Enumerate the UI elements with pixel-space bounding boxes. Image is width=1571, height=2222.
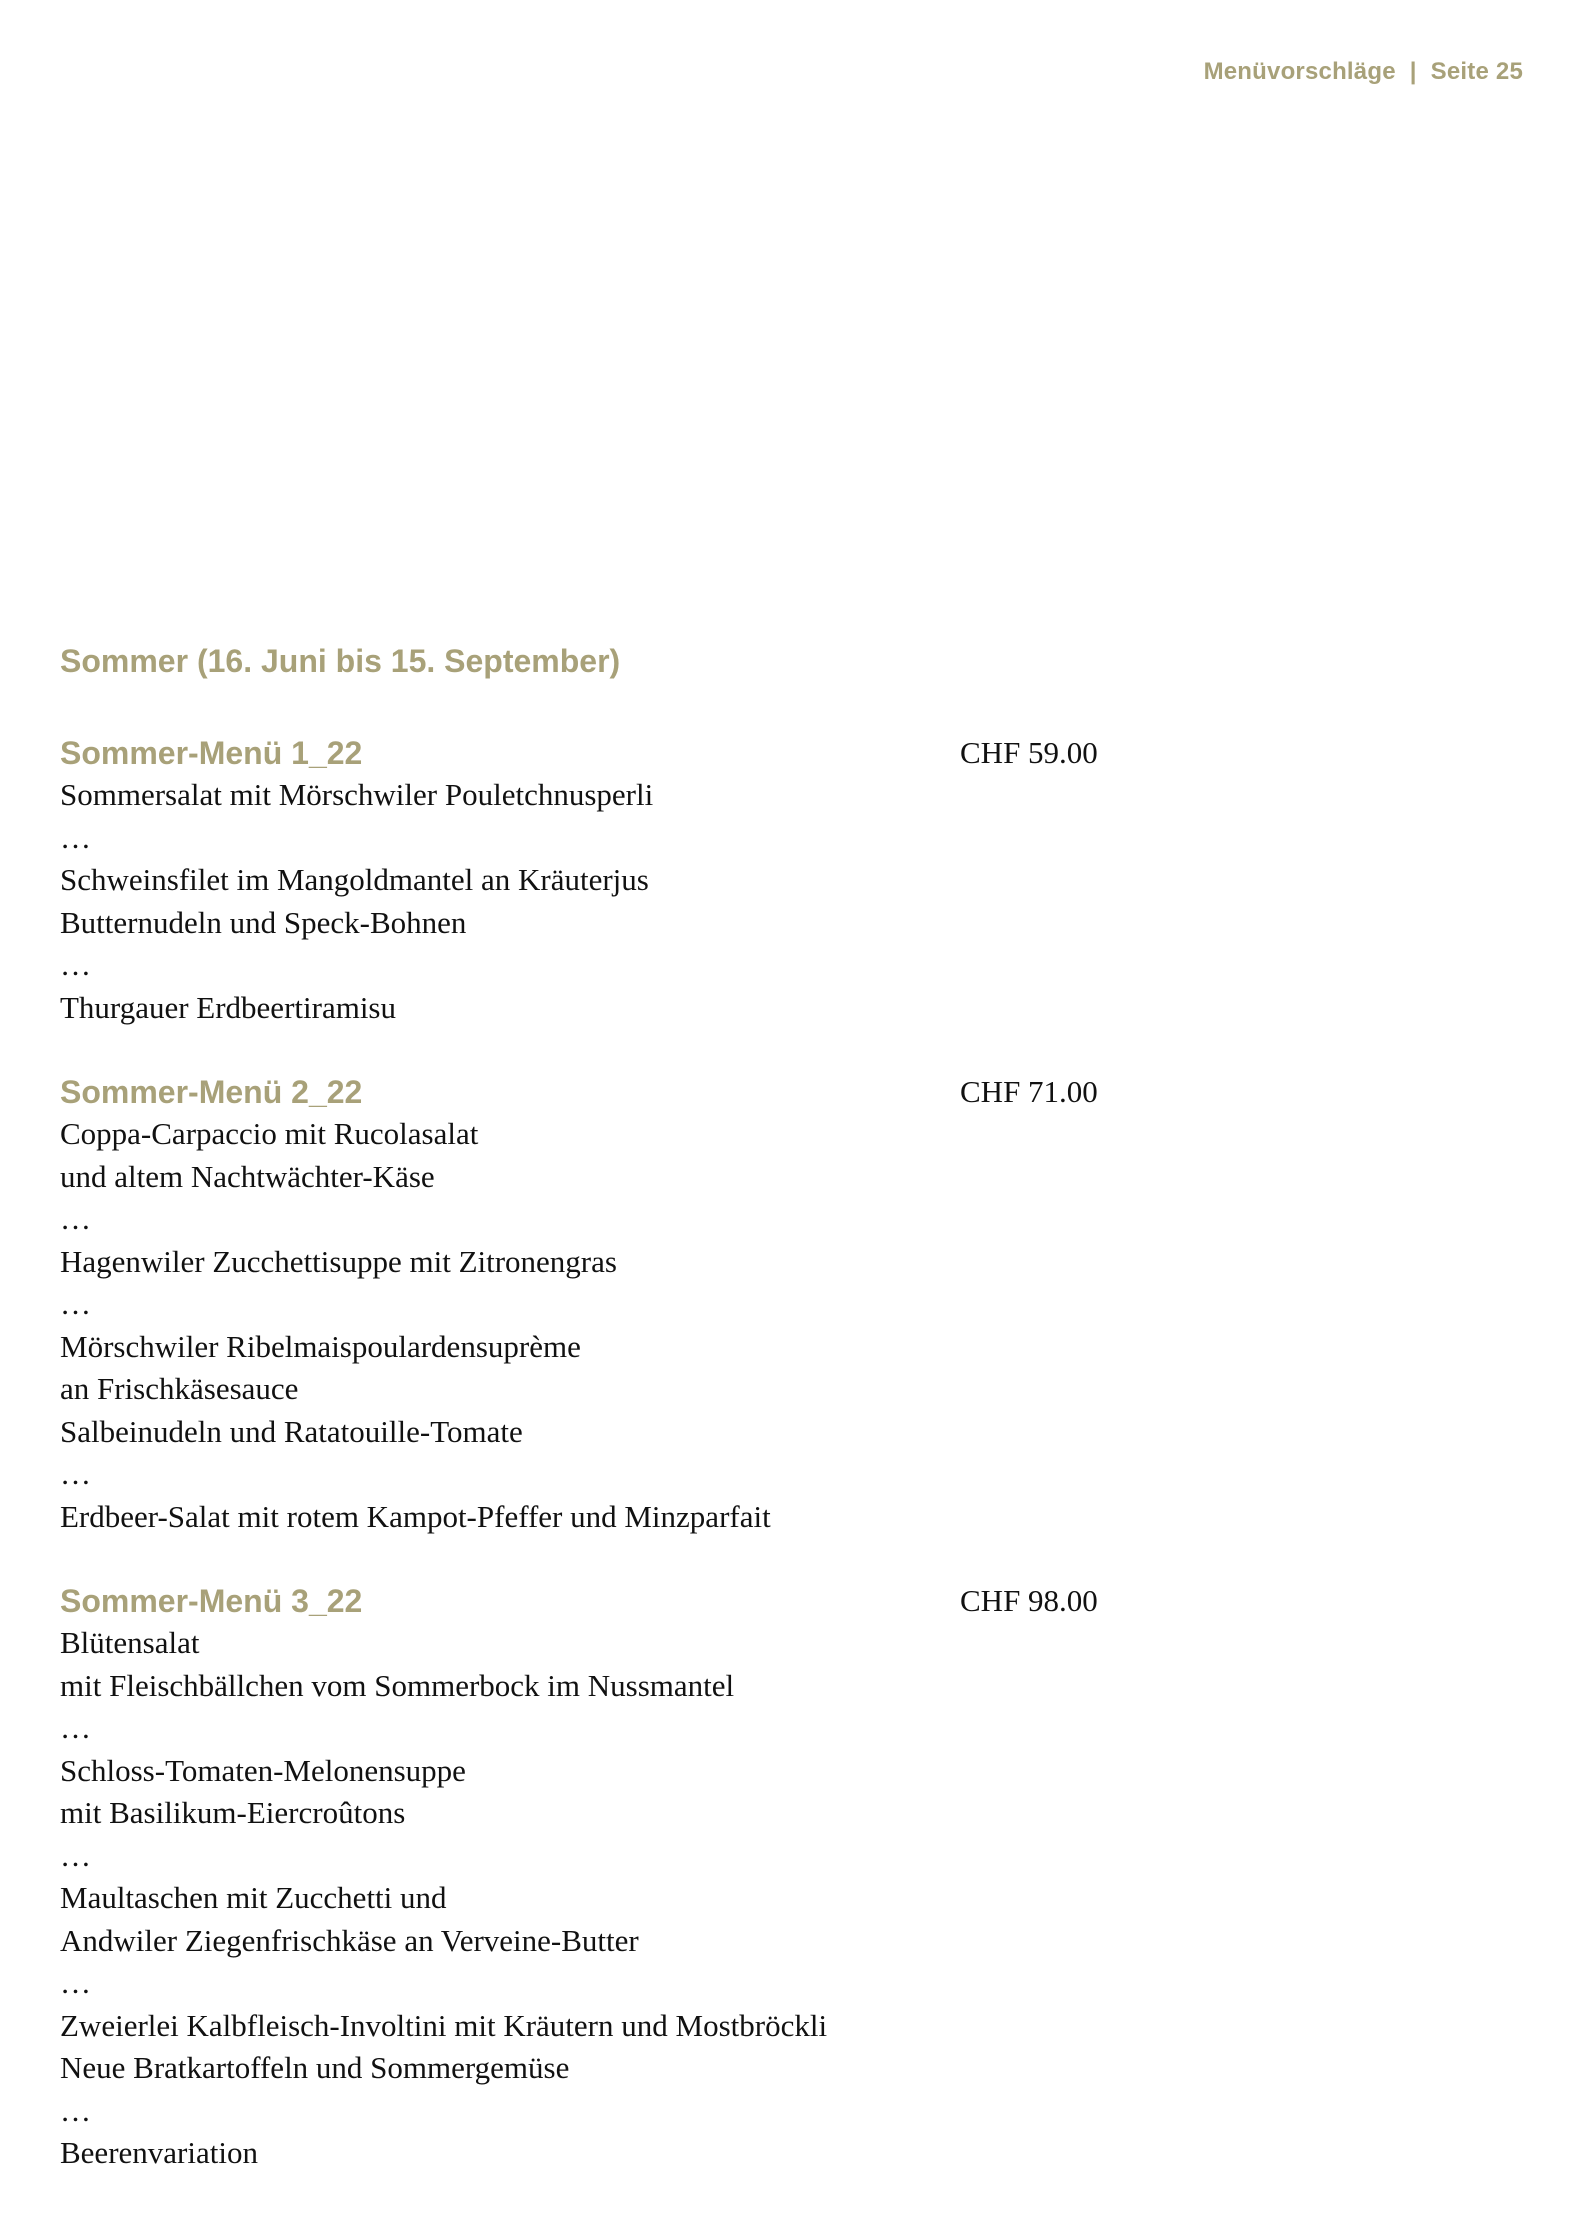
course-line: Blütensalat (60, 1625, 200, 1660)
course-line: an Frischkäsesauce (60, 1371, 299, 1406)
menu-price: CHF 59.00 (960, 735, 1098, 770)
menu-title: Sommer-Menü 3_22 (60, 1583, 363, 1619)
course-line: Sommersalat mit Mörschwiler Pouletchnusperli (60, 777, 654, 812)
menu-header (60, 1580, 1110, 1622)
header-section: Menüvorschläge (1203, 58, 1396, 85)
course-line: Schweinsfilet im Mangoldmantel an Kräuterjus (60, 862, 649, 897)
menu-price: CHF 71.00 (960, 1074, 1098, 1109)
course-separator: … (60, 1456, 91, 1491)
course-line: mit Fleischbällchen vom Sommerbock im Nussmantel (60, 1667, 735, 1703)
menu-block (60, 1071, 1110, 1538)
header-separator: | (1409, 58, 1417, 85)
course-line: Zweierlei Kalbfleisch-Involtini mit Kräutern und Mostbröckli (60, 2007, 828, 2043)
course-line: Erdbeer-Salat mit rotem Kampot-Pfeffer und Minzparfait (60, 1498, 771, 1534)
course-separator: … (60, 819, 91, 855)
menu-price: CHF 98.00 (960, 1583, 1098, 1618)
course-line: und altem Nachtwächter-Käse (60, 1158, 435, 1194)
menu-list (60, 732, 1110, 2175)
course-line: Neue Bratkartoffeln und Sommergemüse (60, 2050, 570, 2085)
course-line: Salbeinudeln und Ratatouille-Tomate (60, 1413, 523, 1449)
menu-title: Sommer-Menü 1_22 (60, 735, 363, 771)
menu-title: Sommer-Menü 2_22 (60, 1074, 363, 1110)
page-header (1204, 58, 1523, 86)
season-title: Sommer (16. Juni bis 15. September) (60, 643, 621, 679)
course-line: Coppa-Carpaccio mit Rucolasalat (60, 1116, 479, 1151)
course-line: Hagenwiler Zucchettisuppe mit Zitronengras (60, 1243, 617, 1279)
menu-header (60, 1071, 1110, 1113)
header-page-number: Seite 25 (1430, 58, 1523, 85)
course-separator: … (60, 1837, 91, 1873)
course-separator: … (60, 947, 91, 982)
course-separator: … (60, 2092, 91, 2128)
course-separator: … (60, 1965, 91, 2000)
course-line: Beerenvariation (60, 2135, 258, 2170)
course-line: Mörschwiler Ribelmaispoulardensuprème (60, 1328, 581, 1364)
course-separator: … (60, 1201, 91, 1236)
course-separator: … (60, 1710, 91, 1745)
course-separator: … (60, 1286, 91, 1321)
course-line: mit Basilikum-Eiercroûtons (60, 1795, 406, 1830)
course-line: Maultaschen mit Zucchetti und (60, 1880, 447, 1915)
menu-header (60, 732, 1110, 774)
menu-content (60, 640, 1110, 2217)
course-line: Schloss-Tomaten-Melonensuppe (60, 1752, 466, 1788)
menu-block (60, 1580, 1110, 2175)
course-line: Butternudeln und Speck-Bohnen (60, 904, 467, 940)
course-line: Thurgauer Erdbeertiramisu (60, 989, 396, 1025)
course-line: Andwiler Ziegenfrischkäse an Verveine-Butter (60, 1922, 639, 1958)
menu-block (60, 732, 1110, 1029)
